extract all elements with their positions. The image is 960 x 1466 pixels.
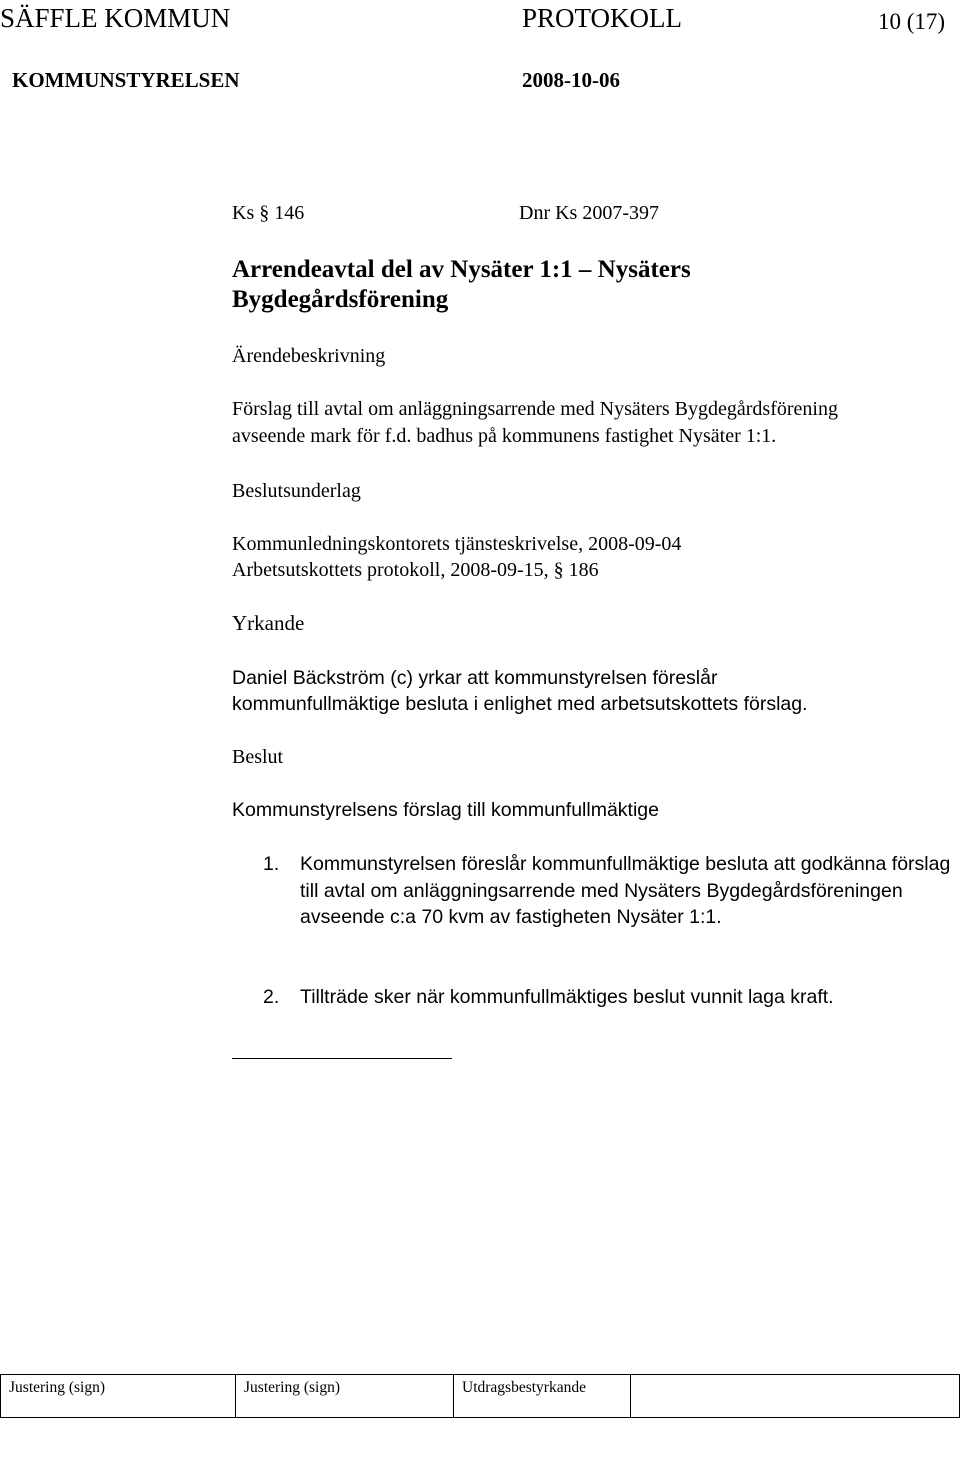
case-title-line-2: Bygdegårdsförening — [232, 286, 449, 313]
case-paragraph: Ks § 146 — [232, 202, 305, 224]
meeting-date: 2008-10-06 — [522, 68, 620, 92]
decision-item — [263, 984, 953, 1014]
section-heading-beslutsunderlag: Beslutsunderlag — [232, 480, 361, 502]
decision-item-text: Kommunstyrelsen föreslår kommunfullmäktige besluta att godkänna förslag till avtal om anläggningsarrende med Nysäters Bygdegårdsföreningen avseende c:a 70 kvm av fastigheten Nysäter 1:1. — [300, 853, 951, 928]
doc-type: PROTOKOLL — [522, 3, 683, 33]
org-name: SÄFFLE KOMMUN — [0, 3, 231, 33]
signature-cell-justering-1: Justering (sign) — [1, 1375, 236, 1418]
basis-item: Arbetsutskottets protokoll, 2008-09-15, § 186 — [232, 559, 599, 581]
decision-item-number: 1. — [263, 853, 280, 875]
decision-item — [263, 851, 953, 961]
section-heading-yrkande: Yrkande — [232, 611, 305, 635]
description-line-2: avseende mark för f.d. badhus på kommunens fastighet Nysäter 1:1. — [232, 425, 777, 447]
signature-cell-empty — [631, 1375, 960, 1418]
motion-line-1: Daniel Bäckström (c) yrkar att kommunstyrelsen föreslår — [232, 667, 718, 689]
section-heading-arendebeskrivning: Ärendebeskrivning — [232, 345, 386, 367]
page-number: 10 (17) — [878, 9, 946, 34]
decision-item-number: 2. — [263, 986, 280, 1008]
signature-cell-utdrag: Utdragsbestyrkande — [454, 1375, 631, 1418]
separator-line — [232, 1058, 452, 1059]
motion-line-2: kommunfullmäktige besluta i enlighet med arbetsutskottets förslag. — [232, 693, 808, 715]
section-heading-beslut: Beslut — [232, 746, 284, 768]
description-line-1: Förslag till avtal om anläggningsarrende med Nysäters Bygdegårdsförening — [232, 398, 838, 420]
diary-number: Dnr Ks 2007-397 — [519, 202, 659, 224]
signature-table — [0, 1374, 960, 1418]
committee-name: KOMMUNSTYRELSEN — [12, 68, 240, 92]
signature-cell-justering-2: Justering (sign) — [236, 1375, 454, 1418]
basis-item: Kommunledningskontorets tjänsteskrivelse, 2008-09-04 — [232, 533, 682, 555]
decision-item-text: Tillträde sker när kommunfullmäktiges beslut vunnit laga kraft. — [300, 986, 834, 1008]
case-title-line-1: Arrendeavtal del av Nysäter 1:1 – Nysäters — [232, 256, 691, 283]
decision-subheading: Kommunstyrelsens förslag till kommunfullmäktige — [232, 799, 659, 821]
